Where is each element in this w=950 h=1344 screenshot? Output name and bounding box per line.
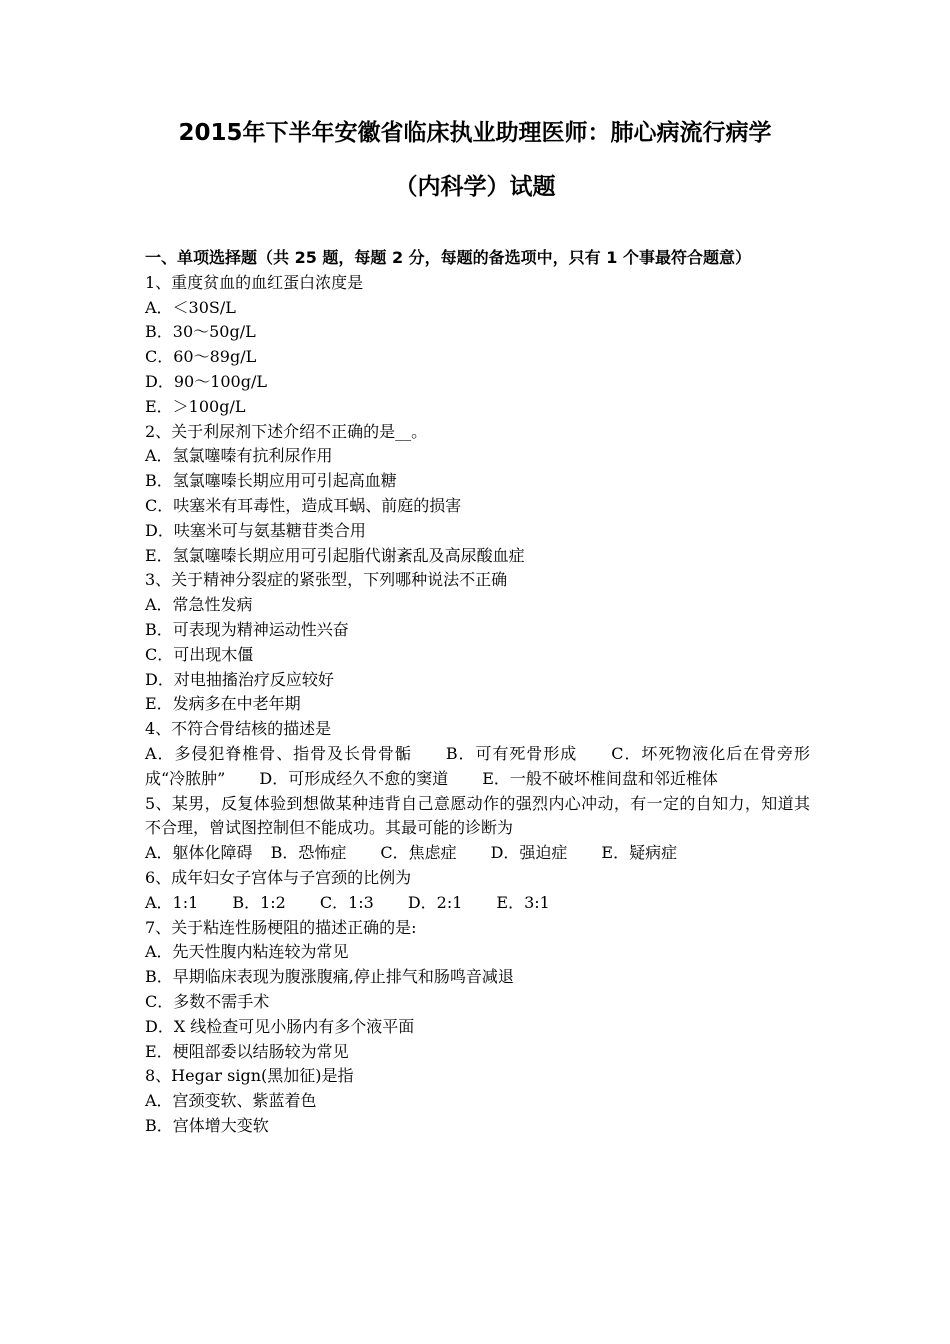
question-1-stem: 1、重度贫血的血红蛋白浓度是 [145,272,364,292]
document-title-line-1: 2015年下半年安徽省临床执业助理医师：肺心病流行病学 [178,120,772,146]
question-3-option-e: E．发病多在中老年期 [145,694,301,714]
question-1-option-d: D．90～100g/L [145,371,267,391]
question-5-option-c: C．焦虑症 [380,843,457,863]
question-6-stem: 6、成年妇女子宫体与子宫颈的比例为 [145,867,412,887]
document-body [145,246,810,1139]
question-3-stem: 3、关于精神分裂症的紧张型，下列哪种说法不正确 [145,570,508,590]
question-1-option-a: A．＜30S/L [145,297,236,317]
question-4-option-c: C．坏死物液化后在骨旁形成“冷脓肿” [145,743,810,788]
question-6-option-e: E．3:1 [496,892,550,912]
question-5-stem: 5、某男，反复体验到想做某种违背自己意愿动作的强烈内心冲动，有一定的自知力，知道其不合理，曾试图控制但不能成功。其最可能的诊断为 [145,793,810,838]
document-title-line-2: （内科学）试题 [394,174,556,200]
question-2-option-c: C．呋塞米有耳毒性，造成耳蜗、前庭的损害 [145,495,462,515]
question-6-options [145,891,810,916]
question-2-option-d: D．呋塞米可与氨基糖苷类合用 [145,520,366,540]
question-8-stem: 8、Hegar sign(黑加征)是指 [145,1066,354,1086]
question-8-option-b: B．宫体增大变软 [145,1115,269,1135]
question-7-option-b: B．早期临床表现为腹涨腹痛,停止排气和肠鸣音减退 [145,967,514,987]
question-2-option-e: E．氢氯噻嗪长期应用可引起脂代谢紊乱及高尿酸血症 [145,545,525,565]
question-5-options [145,841,810,866]
question-6-option-b: B．1:2 [232,892,286,912]
question-3-option-c: C．可出现木僵 [145,644,254,664]
question-4-option-d: D．可形成经久不愈的窦道 [259,768,449,788]
question-6-option-a: A．1:1 [145,892,199,912]
question-4-option-a: A．多侵犯脊椎骨、指骨及长骨骨骺 [145,743,412,763]
question-1-option-e: E．＞100g/L [145,396,246,416]
question-7-stem: 7、关于粘连性肠梗阻的描述正确的是: [145,917,417,937]
question-7-option-e: E．梗阻部委以结肠较为常见 [145,1041,349,1061]
question-8-option-a: A．宫颈变软、紫蓝着色 [145,1091,317,1111]
section-heading: 一、单项选择题（共 25 题，每题 2 分，每题的备选项中，只有 1 个事最符合题意） [145,248,751,267]
question-3-option-a: A．常急性发病 [145,595,253,615]
question-3-option-d: D．对电抽搐治疗反应较好 [145,669,334,689]
question-6-option-c: C．1:3 [319,892,374,912]
question-7-option-a: A．先天性腹内粘连较为常见 [145,942,349,962]
question-4-options [145,742,810,792]
question-7-option-c: C．多数不需手术 [145,991,270,1011]
question-2-stem: 2、关于利尿剂下述介绍不正确的是__。 [145,421,428,441]
question-4-option-e: E．一般不破坏椎间盘和邻近椎体 [482,768,718,788]
question-4-option-b: B．可有死骨形成 [445,743,578,763]
question-5-option-d: D．强迫症 [490,843,568,863]
question-1-option-b: B．30～50g/L [145,322,256,342]
question-1-option-c: C．60～89g/L [145,347,257,367]
question-6-option-d: D．2:1 [407,892,463,912]
question-4-stem: 4、不符合骨结核的描述是 [145,719,332,739]
question-5-option-e: E．疑病症 [601,843,678,863]
question-5-option-b: B．恐怖症 [270,843,347,863]
question-2-option-b: B．氢氯噻嗪长期应用可引起高血糖 [145,471,397,491]
question-7-option-d: D．X 线检查可见小肠内有多个液平面 [145,1016,415,1036]
question-5-option-a: A．躯体化障碍 [145,843,253,863]
question-3-option-b: B．可表现为精神运动性兴奋 [145,619,349,639]
question-2-option-a: A．氢氯噻嗪有抗利尿作用 [145,446,333,466]
